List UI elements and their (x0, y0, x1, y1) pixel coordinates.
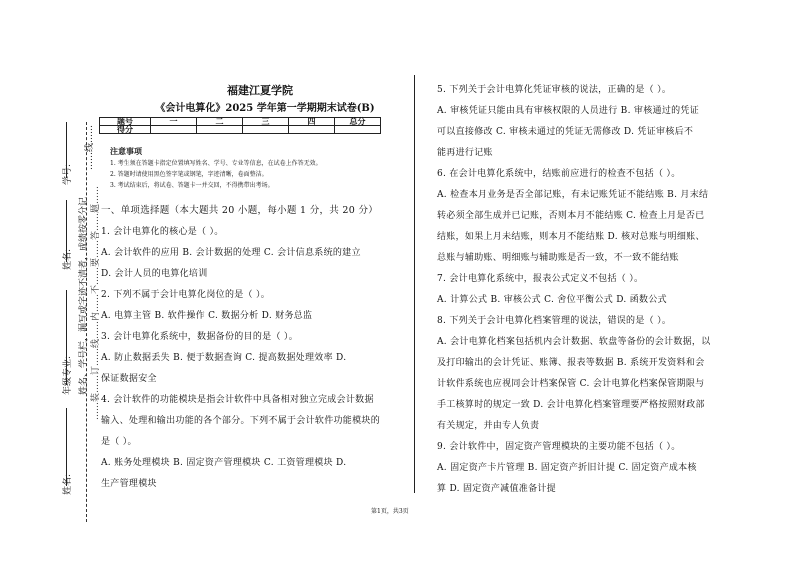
option-line: A. 账务处理模块 B. 固定资产管理模块 C. 工资管理模块 D. (101, 458, 347, 468)
major-underline (66, 290, 67, 385)
option-line: 及打印输出的会计凭证、账簿、报表等数据 B. 系统开发资料和会 (437, 358, 705, 368)
score-cell[interactable] (151, 126, 197, 134)
score-cell[interactable] (197, 126, 243, 134)
option-line: 生产管理模块 (101, 479, 157, 489)
option-line: 转必须全部生成并已记账，否则本月不能结账 C. 检查上月是否已 (437, 211, 705, 221)
notice-item: 2. 答题时请使用黑色签字笔或钢笔，字迹清晰，卷面整洁。 (110, 171, 268, 178)
score-cell: 三 (243, 118, 289, 126)
question-line: 5. 下列关于会计电算化凭证审核的说法，正确的是（ ）。 (437, 85, 672, 95)
student-id-underline (66, 122, 67, 178)
exam-title: 《会计电算化》2025 学年第一学期期末试卷(B) (155, 103, 375, 114)
name-underline-2 (66, 408, 67, 486)
option-line: A. 检查本月业务是否全部记账，有未记账凭证不能结账 B. 月末结 (437, 190, 709, 200)
seal-warning-2: ……装……订……线……内……不……要……答……题…… (91, 185, 101, 420)
score-cell[interactable] (243, 126, 289, 134)
option-line: A. 审核凭证只能由具有审核权限的人员进行 B. 审核通过的凭证 (437, 106, 700, 116)
question-line: 9. 会计软件中，固定资产管理模块的主要功能不包括（ ）。 (437, 442, 681, 452)
binding-dashed-line (86, 122, 87, 522)
option-line: 有关规定，并由专人负责 (437, 421, 540, 431)
question-line: 8. 下列关于会计电算化档案管理的说法，错误的是（ ）。 (437, 316, 672, 326)
major-label: 年级专业: (63, 355, 73, 395)
score-cell: 得分 (100, 126, 151, 134)
option-line: A. 电算主管 B. 软件操作 C. 数据分析 D. 财务总监 (101, 311, 313, 321)
question-line: 输入、处理和输出功能的各个部分。下列不属于会计软件功能模块的 (101, 416, 381, 426)
score-cell[interactable] (335, 126, 381, 134)
option-line: 能再进行记账 (437, 148, 493, 158)
name-label: 姓名: (63, 248, 73, 270)
option-line: 计软件系统也应视同会计档案保管 C. 会计电算化档案保管期限与 (437, 379, 705, 389)
option-line: 手工核算时的规定一致 D. 会计电算化档案管理要严格按照财政部 (437, 400, 705, 410)
column-divider (414, 75, 415, 493)
question-line: 3. 会计电算化系统中，数据备份的目的是（ ）。 (101, 332, 299, 342)
option-line: 保证数据安全 (101, 374, 157, 384)
question-line: 2. 下列不属于会计电算化岗位的是（ ）。 (101, 290, 271, 300)
option-line: 可以直接修改 C. 审核未通过的凭证无需修改 D. 凭证审核后不 (437, 127, 694, 137)
notice-title: 注意事项 (110, 146, 142, 156)
score-cell: 题号 (100, 118, 151, 126)
score-cell: 四 (289, 118, 335, 126)
notice-item: 3. 考试结束后，将试卷、答题卡一并交回，不得携带出考场。 (110, 182, 274, 189)
question-line: 1. 会计电算化的核心是（ ）。 (101, 227, 224, 237)
question-line: 7. 会计电算化系统中，报表公式定义不包括（ ）。 (437, 274, 644, 284)
name-underline (66, 200, 67, 262)
score-table-score-row (100, 126, 381, 134)
score-table-header-row (100, 118, 381, 126)
option-line: 算 D. 固定资产减值准备计提 (437, 484, 556, 494)
option-line: A. 会计软件的应用 B. 会计数据的处理 C. 会计信息系统的建立 (101, 248, 361, 258)
question-line: 4. 会计软件的功能模块是指会计软件中具备相对独立完成会计数据 (101, 395, 374, 405)
page-number: 第1页，共3页 (371, 508, 409, 515)
student-id-label: 学号: (63, 163, 73, 185)
score-cell: 一 (151, 118, 197, 126)
section-heading: 一、单项选择题（本大题共 20 小题，每小题 1 分，共 20 分） (101, 205, 379, 216)
score-cell: 二 (197, 118, 243, 126)
option-line: A. 固定资产卡片管理 B. 固定资产折旧计提 C. 固定资产成本核 (437, 463, 697, 473)
question-line: 是（ ）。 (101, 437, 137, 447)
score-table (99, 117, 381, 134)
option-line: 结账，如果上月未结账，则本月不能结账 D. 核对总账与明细账、 (437, 232, 705, 242)
option-line: D. 会计人员的电算化培训 (101, 269, 208, 279)
name-label-2: 姓名: (63, 473, 73, 495)
notice-item: 1. 考生须在答题卡指定位置填写姓名、学号、专业等信息，在试卷上作答无效。 (110, 160, 322, 167)
score-cell: 总分 (335, 118, 381, 126)
score-cell[interactable] (289, 126, 335, 134)
option-line: A. 计算公式 B. 审核公式 C. 舍位平衡公式 D. 函数公式 (437, 295, 667, 305)
seal-line-label: ……线…… (85, 124, 95, 170)
school-name: 福建江夏学院 (227, 84, 293, 97)
option-line: 总账与辅助账、明细账与辅助账是否一致，不一致不能结账 (437, 253, 679, 263)
seal-warning-1: 姓名、学号栏，漏写或字迹不清者，成绩按零分记 (79, 196, 89, 395)
option-line: A. 会计电算化档案包括机内会计数据、软盘等备份的会计数据，以 (437, 337, 711, 347)
question-line: 6. 在会计电算化系统中，结账前应进行的检查不包括（ ）。 (437, 169, 681, 179)
option-line: A. 防止数据丢失 B. 便于数据查询 C. 提高数据处理效率 D. (101, 353, 347, 363)
